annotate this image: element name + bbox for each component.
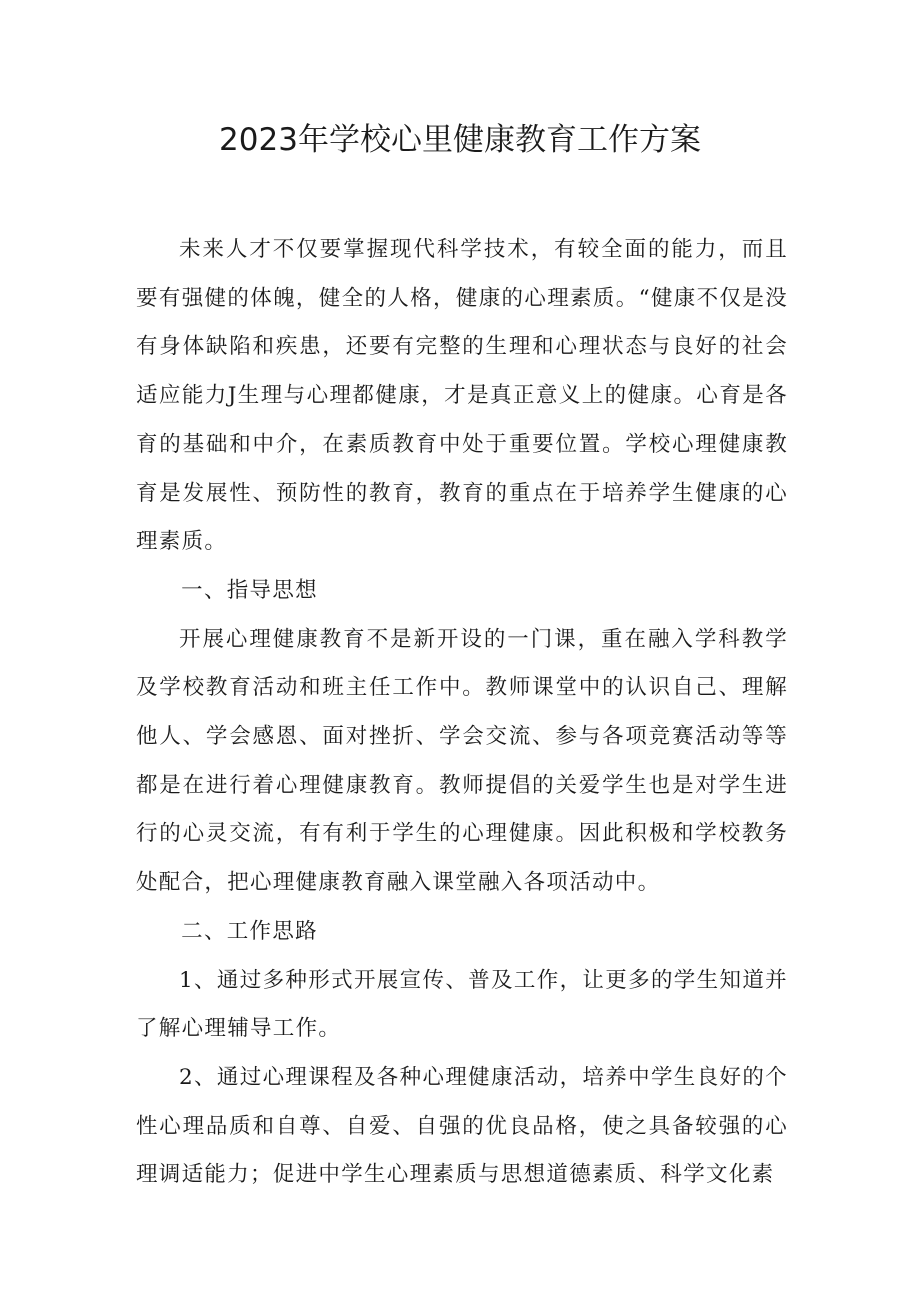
document-body [136, 226, 788, 1200]
intro-paragraph: 未来人才不仅要掌握现代科学技术，有较全面的能力，而且要有强健的体魄，健全的人格，健康的心理素质。“健康不仅是没有身体缺陷和疾患，还要有完整的生理和心理状态与良好的社会适应能力J生理与心理都健康，才是真正意义上的健康。心育是各育的基础和中介，在素质教育中处于重要位置。学校心理健康教育是发展性、预防性的教育，教育的重点在于培养学生健康的心理素质。 [136, 237, 788, 555]
work-approach-item-1: 1、通过多种形式开展宣传、普及工作，让更多的学生知道并了解心理辅导工作。 [136, 967, 788, 1042]
section-heading-guiding-ideology: 一、指导思想 [181, 577, 318, 603]
work-approach-item-2: 2、通过心理课程及各种心理健康活动，培养中学生良好的个性心理品质和自尊、自爱、自强的优良品格，使之具备较强的心理调适能力；促进中学生心理素质与思想道德素质、科学文化素 [136, 1064, 788, 1188]
section-heading-work-approach: 二、工作思路 [181, 918, 318, 944]
document-title: 2023年学校心里健康教育工作方案 [219, 122, 701, 158]
guiding-ideology-paragraph: 开展心理健康教育不是新开设的一门课，重在融入学科教学及学校教育活动和班主任工作中。教师课堂中的认识自己、理解他人、学会感恩、面对挫折、学会交流、参与各项竞赛活动等等都是在进行着心理健康教育。教师提倡的关爱学生也是对学生进行的心灵交流，有有利于学生的心理健康。因此积极和学校教务处配合，把心理健康教育融入课堂融入各项活动中。 [136, 626, 788, 896]
